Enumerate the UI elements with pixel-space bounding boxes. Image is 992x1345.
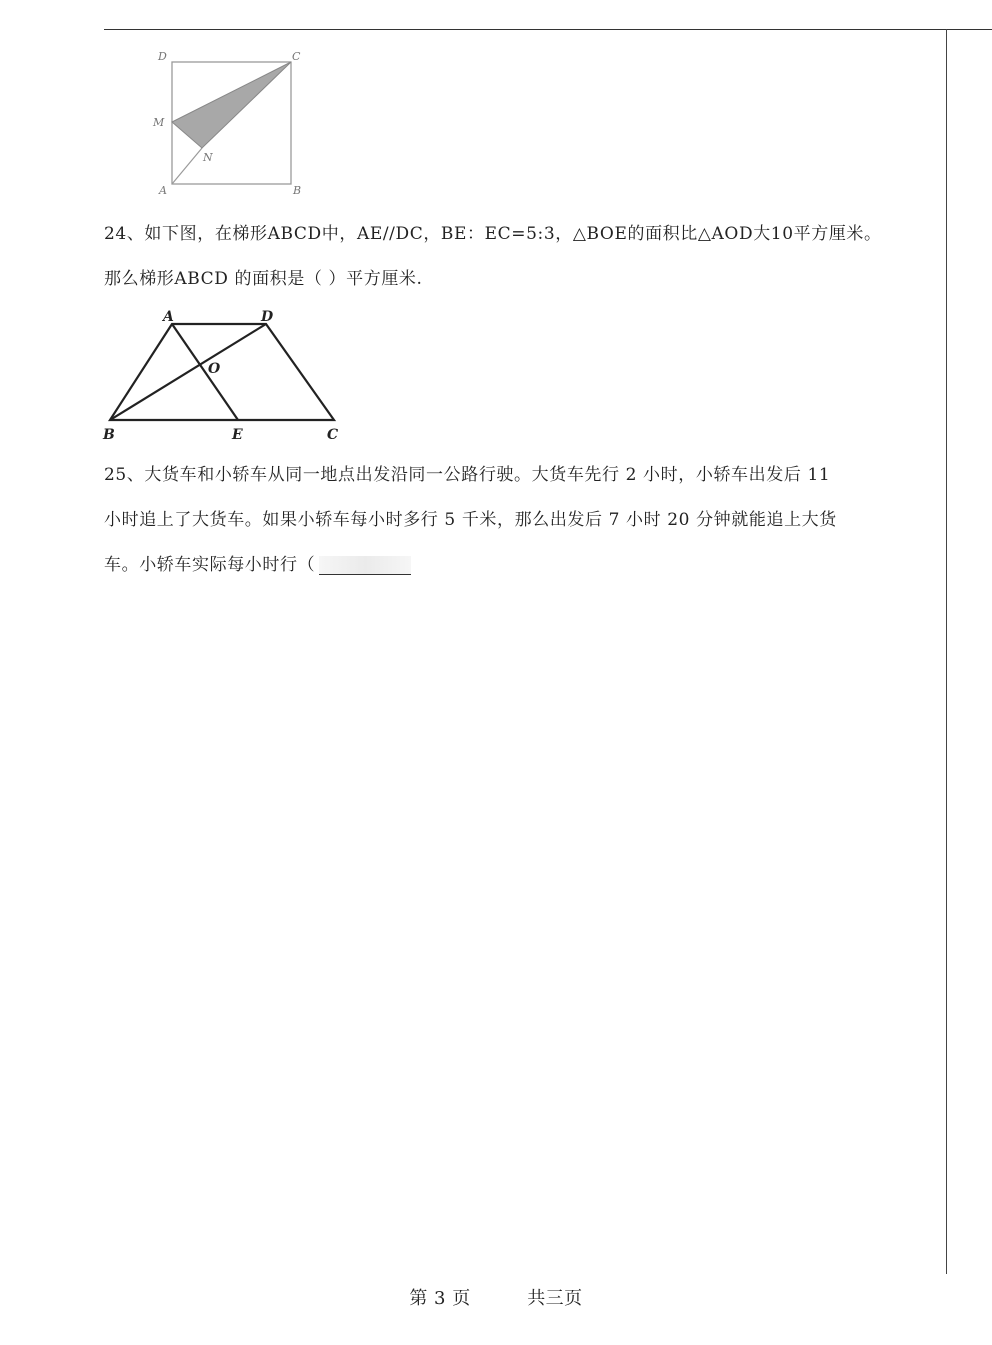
- page-total: 共三页: [527, 1288, 583, 1309]
- page-number: 第 3 页: [409, 1288, 471, 1309]
- diagonal-segment: [172, 148, 202, 184]
- label-o: O: [208, 361, 221, 377]
- question-25-line-3-text: 车。小轿车实际每小时行（: [104, 555, 316, 575]
- label-d: D: [261, 309, 274, 325]
- top-rule: [104, 29, 992, 30]
- label-b: B: [103, 427, 115, 443]
- trapezoid-figure: [100, 304, 350, 446]
- square-figure: [150, 44, 310, 200]
- segment-ae: [172, 324, 238, 420]
- trapezoid-outline: [110, 324, 334, 420]
- label-c: C: [327, 427, 339, 443]
- question-25-line-1: 25、大货车和小轿车从同一地点出发沿同一公路行驶。大货车先行 2 小时，小轿车出发后 11: [104, 465, 831, 485]
- shaded-triangle: [172, 62, 291, 148]
- label-b: B: [293, 184, 302, 197]
- label-d: D: [158, 50, 167, 63]
- label-c: C: [292, 50, 301, 63]
- question-24-line-1: 24、如下图，在梯形ABCD中，AE//DC，BE：EC=5:3，△BOE的面积比△AOD大10平方厘米。: [104, 224, 882, 244]
- label-a: A: [159, 184, 167, 197]
- question-25-line-2: 小时追上了大货车。如果小轿车每小时多行 5 千米，那么出发后 7 小时 20 分钟就能追上大货: [104, 510, 837, 530]
- answer-blank: [319, 556, 411, 575]
- right-margin-line: [946, 29, 947, 1274]
- segment-bd: [110, 324, 266, 420]
- label-n: N: [203, 151, 213, 164]
- question-25-line-3: [104, 555, 411, 575]
- label-e: E: [232, 427, 243, 443]
- question-24-line-2: 那么梯形ABCD 的面积是（ ）平方厘米.: [104, 269, 423, 289]
- label-a: A: [163, 309, 174, 325]
- label-m: M: [153, 116, 165, 129]
- page-footer: [0, 1284, 992, 1310]
